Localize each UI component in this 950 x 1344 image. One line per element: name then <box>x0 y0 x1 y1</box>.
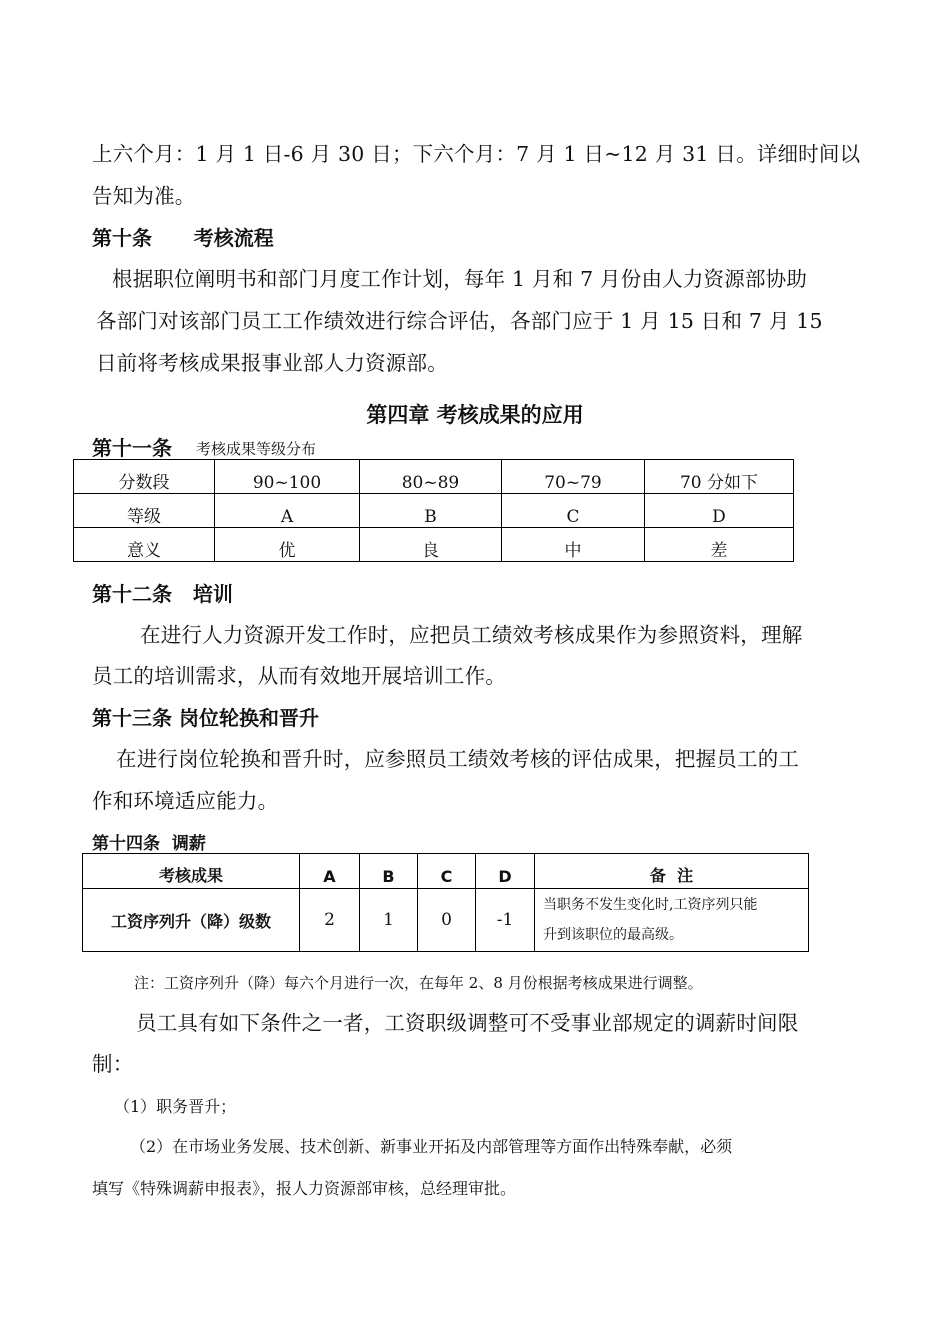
table-cell: 0 <box>418 889 476 952</box>
table-row <box>74 460 794 494</box>
table-cell: 80~89 <box>360 460 502 494</box>
article-11-subtitle: 考核成果等级分布 <box>196 440 317 458</box>
table-cell: 70~79 <box>502 460 645 494</box>
table-row <box>74 494 794 528</box>
text-line: 在进行人力资源开发工作时，应把员工绩效考核成果作为参照资料，理解 <box>140 623 803 647</box>
text-line: 各部门对该部门员工工作绩效进行综合评估，各部门应于 1 月 15 日和 7 月 15 <box>96 309 823 333</box>
table-cell: A <box>215 494 360 528</box>
table-row <box>83 889 809 952</box>
list-item: （2）在市场业务发展、技术创新、新事业开拓及内部管理等方面作出特殊奉献，必须 <box>130 1137 733 1156</box>
grade-distribution-table <box>73 459 794 562</box>
text-line: 在进行岗位轮换和晋升时，应参照员工绩效考核的评估成果，把握员工的工 <box>116 747 800 771</box>
table-note-cell <box>535 889 809 952</box>
table-cell: 良 <box>360 528 502 562</box>
table-header-cell: C <box>418 854 476 889</box>
table-cell: D <box>645 494 794 528</box>
text-line: 上六个月：1 月 1 日-6 月 30 日；下六个月：7 月 1 日~12 月 31 日。详细时间以 <box>92 142 861 166</box>
table-cell: 等级 <box>74 494 215 528</box>
table-cell: 意义 <box>74 528 215 562</box>
table-cell: 90~100 <box>215 460 360 494</box>
note-line: 升到该职位的最高级。 <box>543 927 683 943</box>
table-cell: 分数段 <box>74 460 215 494</box>
table-header-cell: 备 注 <box>535 854 809 889</box>
table-cell: 中 <box>502 528 645 562</box>
article-14-heading: 第十四条 调薪 <box>92 834 206 854</box>
table-cell: 1 <box>360 889 418 952</box>
article-10-heading: 第十条 考核流程 <box>92 226 274 250</box>
text-line: 员工的培训需求，从而有效地开展培训工作。 <box>92 664 506 688</box>
article-11-heading: 第十一条 <box>92 436 172 460</box>
table-header-row <box>83 854 809 889</box>
table-cell: 70 分如下 <box>645 460 794 494</box>
table-row-label: 工资序列升（降）级数 <box>83 889 300 952</box>
table-cell: C <box>502 494 645 528</box>
text-line: 日前将考核成果报事业部人力资源部。 <box>96 351 448 375</box>
text-line: 根据职位阐明书和部门月度工作计划，每年 1 月和 7 月份由人力资源部协助 <box>112 267 808 291</box>
note-line: 当职务不发生变化时,工资序列只能 <box>543 897 758 913</box>
list-item: （1）职务晋升； <box>114 1097 237 1116</box>
table-footnote: 注：工资序列升（降）每六个月进行一次，在每年 2、8 月份根据考核成果进行调整。 <box>134 974 703 992</box>
text-line: 制： <box>92 1052 134 1076</box>
text-line: 员工具有如下条件之一者，工资职级调整可不受事业部规定的调薪时间限 <box>136 1011 799 1035</box>
chapter-title: 第四章 考核成果的应用 <box>366 403 584 427</box>
text-line: 作和环境适应能力。 <box>92 789 279 813</box>
table-header-cell: B <box>360 854 418 889</box>
table-cell: B <box>360 494 502 528</box>
table-cell: 2 <box>300 889 360 952</box>
table-row <box>74 528 794 562</box>
table-cell: 差 <box>645 528 794 562</box>
list-item: 填写《特殊调薪申报表》，报人力资源部审核，总经理审批。 <box>92 1179 517 1198</box>
table-header-cell: D <box>476 854 535 889</box>
table-header-cell: 考核成果 <box>83 854 300 889</box>
table-cell: 优 <box>215 528 360 562</box>
article-12-heading: 第十二条 培训 <box>92 582 233 606</box>
article-13-heading: 第十三条 岗位轮换和晋升 <box>92 706 319 730</box>
table-header-cell: A <box>300 854 360 889</box>
table-cell: -1 <box>476 889 535 952</box>
salary-adjustment-table <box>82 853 809 952</box>
text-line: 告知为准。 <box>92 184 196 208</box>
